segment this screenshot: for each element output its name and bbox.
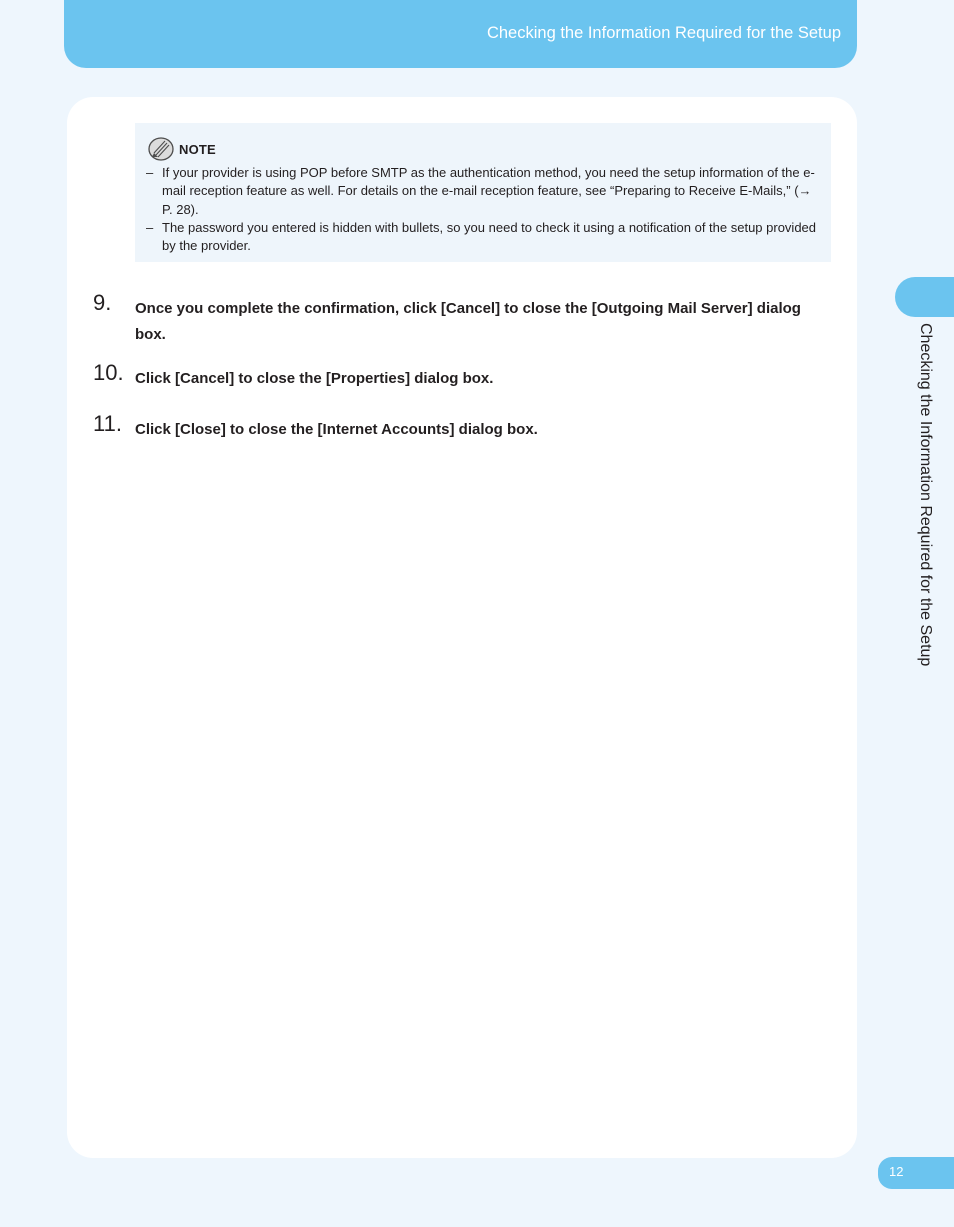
note-box [135, 123, 831, 262]
note-label: NOTE [179, 141, 216, 157]
note-header [148, 137, 216, 161]
step-text: Once you complete the confirmation, click [Cancel] to close the [Outgoing Mail Server] dialog box. [135, 300, 801, 343]
side-tab [895, 277, 954, 317]
step-text: Click [Close] to close the [Internet Accounts] dialog box. [135, 421, 538, 438]
step-number: 11. [93, 411, 122, 436]
header-title: Checking the Information Required for the Setup [486, 24, 841, 42]
header-bar [64, 0, 857, 68]
note-item-text: If your provider is using POP before SMTP as the authentication method, you need the setup information of the e-mail reception feature as well. For details on the e-mail reception feature, see “Preparing to Receive E-Mails,” (→ P. 28). [162, 165, 815, 217]
note-item [135, 164, 825, 219]
step-number: 10. [93, 360, 124, 385]
note-dash: – [146, 165, 154, 180]
note-pencil-icon [148, 137, 174, 161]
note-dash: – [146, 219, 154, 235]
note-item-text: The password you entered is hidden with bullets, so you need to check it using a notification of the setup provided by the provider. [162, 219, 817, 254]
step-number: 9. [93, 290, 112, 315]
note-item [135, 219, 825, 256]
page-number: 12 [889, 1164, 904, 1179]
side-tab-label: Checking the Information Required for the Setup [917, 323, 934, 667]
note-list [135, 164, 825, 255]
page-number-tab [878, 1157, 954, 1189]
step-text: Click [Cancel] to close the [Properties] dialog box. [135, 370, 494, 387]
